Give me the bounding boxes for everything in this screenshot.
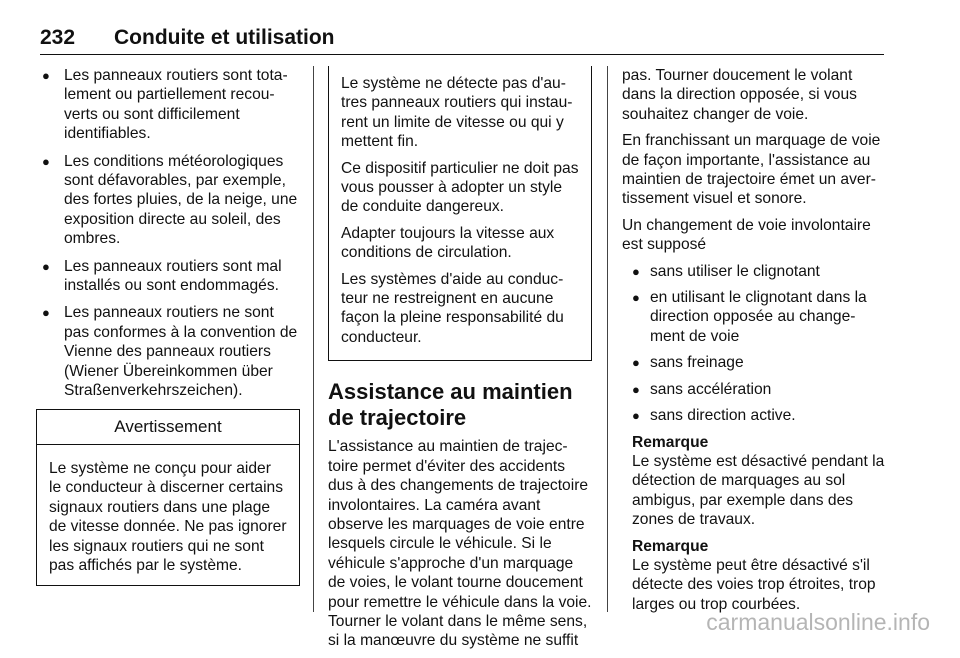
column-3	[622, 66, 888, 621]
paragraph: pas. Tourner doucement le volant dans la direction opposée, si vous souhaitez changer de voie.	[622, 67, 857, 123]
paragraph: En franchissant un marquage de voie de façon importante, l'assistance au maintien de trajectoire émet un aver-tissement visuel et sonore.	[622, 132, 881, 208]
warning-box	[36, 409, 300, 587]
paragraph: L'assistance au maintien de trajec-toire permet d'éviter des accidents dus à des changements de trajectoire involontaires. La caméra avant observe les marquages de voie entre lesquels circule le véhicule. Si le véhicule s'approche d'un marquage de voies, le volant tourne doucement pour remettre le véhicule dans la voie. Tourner le volant dans le même sens, si la manœuvre du système ne suffit	[328, 438, 592, 650]
list-item: ● Les panneaux routiers sont mal installés ou sont endommagés.	[42, 257, 282, 295]
paragraph: Le système ne détecte pas d'au-tres panneaux routiers qui instau-rent un limite de vitesse ou qui y mettent fin.	[341, 75, 573, 151]
remark-text: Le système peut être désactivé s'il détecte des voies trop étroites, trop larges ou trop courbées.	[632, 556, 876, 613]
bullet-icon: ●	[632, 408, 640, 424]
page-header	[40, 24, 884, 55]
remark-2	[622, 537, 888, 615]
warning-text: Le système ne conçu pour aider le conducteur à discerner certains signaux routiers dans une plage de vitesse donnée. Ne pas ignorer les signaux routiers qui ne sont pas affichés par le système.	[49, 459, 287, 574]
bullet-icon: ●	[632, 263, 640, 279]
paragraph: Les systèmes d'aide au conduc-teur ne restreignent en aucune façon la pleine responsabilité du conducteur.	[341, 270, 564, 346]
paragraph: Ce dispositif particulier ne doit pas vous pousser à adopter un style de conduite dangereux.	[341, 159, 579, 216]
column-1	[36, 66, 298, 586]
list-item: ● Les panneaux routiers sont tota-lement ou partiellement recou-verts ou sont difficilement identifiables.	[42, 67, 288, 143]
bullet-icon: ●	[42, 305, 50, 321]
conditions-list	[36, 66, 298, 401]
list-item: ● en utilisant le clignotant dans la direction opposée au change-ment de voie	[632, 289, 867, 345]
bullet-icon: ●	[42, 68, 50, 83]
lane-change-list	[622, 262, 888, 426]
list-item: ● sans direction active.	[632, 407, 796, 425]
list-item: ● sans utiliser le clignotant	[632, 262, 820, 280]
section-heading: Assistance au maintien de trajectoire	[328, 379, 573, 431]
list-item: ● sans accélération	[632, 380, 772, 398]
remark-label: Remarque	[632, 433, 709, 451]
warning-title: Avertissement	[37, 409, 299, 445]
remark-1	[622, 433, 888, 530]
bullet-icon: ●	[632, 290, 640, 306]
bullet-icon: ●	[42, 258, 50, 274]
column-divider-1	[313, 66, 314, 612]
remark-text: Le système est désactivé pendant la détection de marquages au sol ambigus, par exemple dans des zones de travaux.	[632, 452, 885, 529]
bullet-icon: ●	[632, 381, 640, 397]
remark-label: Remarque	[632, 537, 709, 555]
list-item: ● Les conditions météorologiques sont défavorables, par exemple, des fortes pluies, de la neige, une exposition directe au soleil, des ombres.	[42, 152, 298, 248]
watermark: carmanualsonline.info	[706, 609, 930, 635]
list-item: ● sans freinage	[632, 354, 744, 372]
chapter-title: Conduite et utilisation	[114, 26, 335, 49]
column-2	[328, 66, 592, 658]
warning-continuation-box	[328, 66, 592, 361]
list-item: ● Les panneaux routiers ne sont pas conformes à la convention de Vienne des panneaux routiers (Wiener Übereinkommen über Straßenverkehrszeichen).	[42, 304, 298, 400]
paragraph: Un changement de voie involontaire est supposé	[622, 216, 871, 254]
bullet-icon: ●	[42, 153, 50, 169]
column-divider-2	[607, 66, 608, 612]
bullet-icon: ●	[632, 355, 640, 371]
page-number: 232	[40, 26, 76, 49]
paragraph: Adapter toujours la vitesse aux conditions de circulation.	[341, 224, 555, 262]
